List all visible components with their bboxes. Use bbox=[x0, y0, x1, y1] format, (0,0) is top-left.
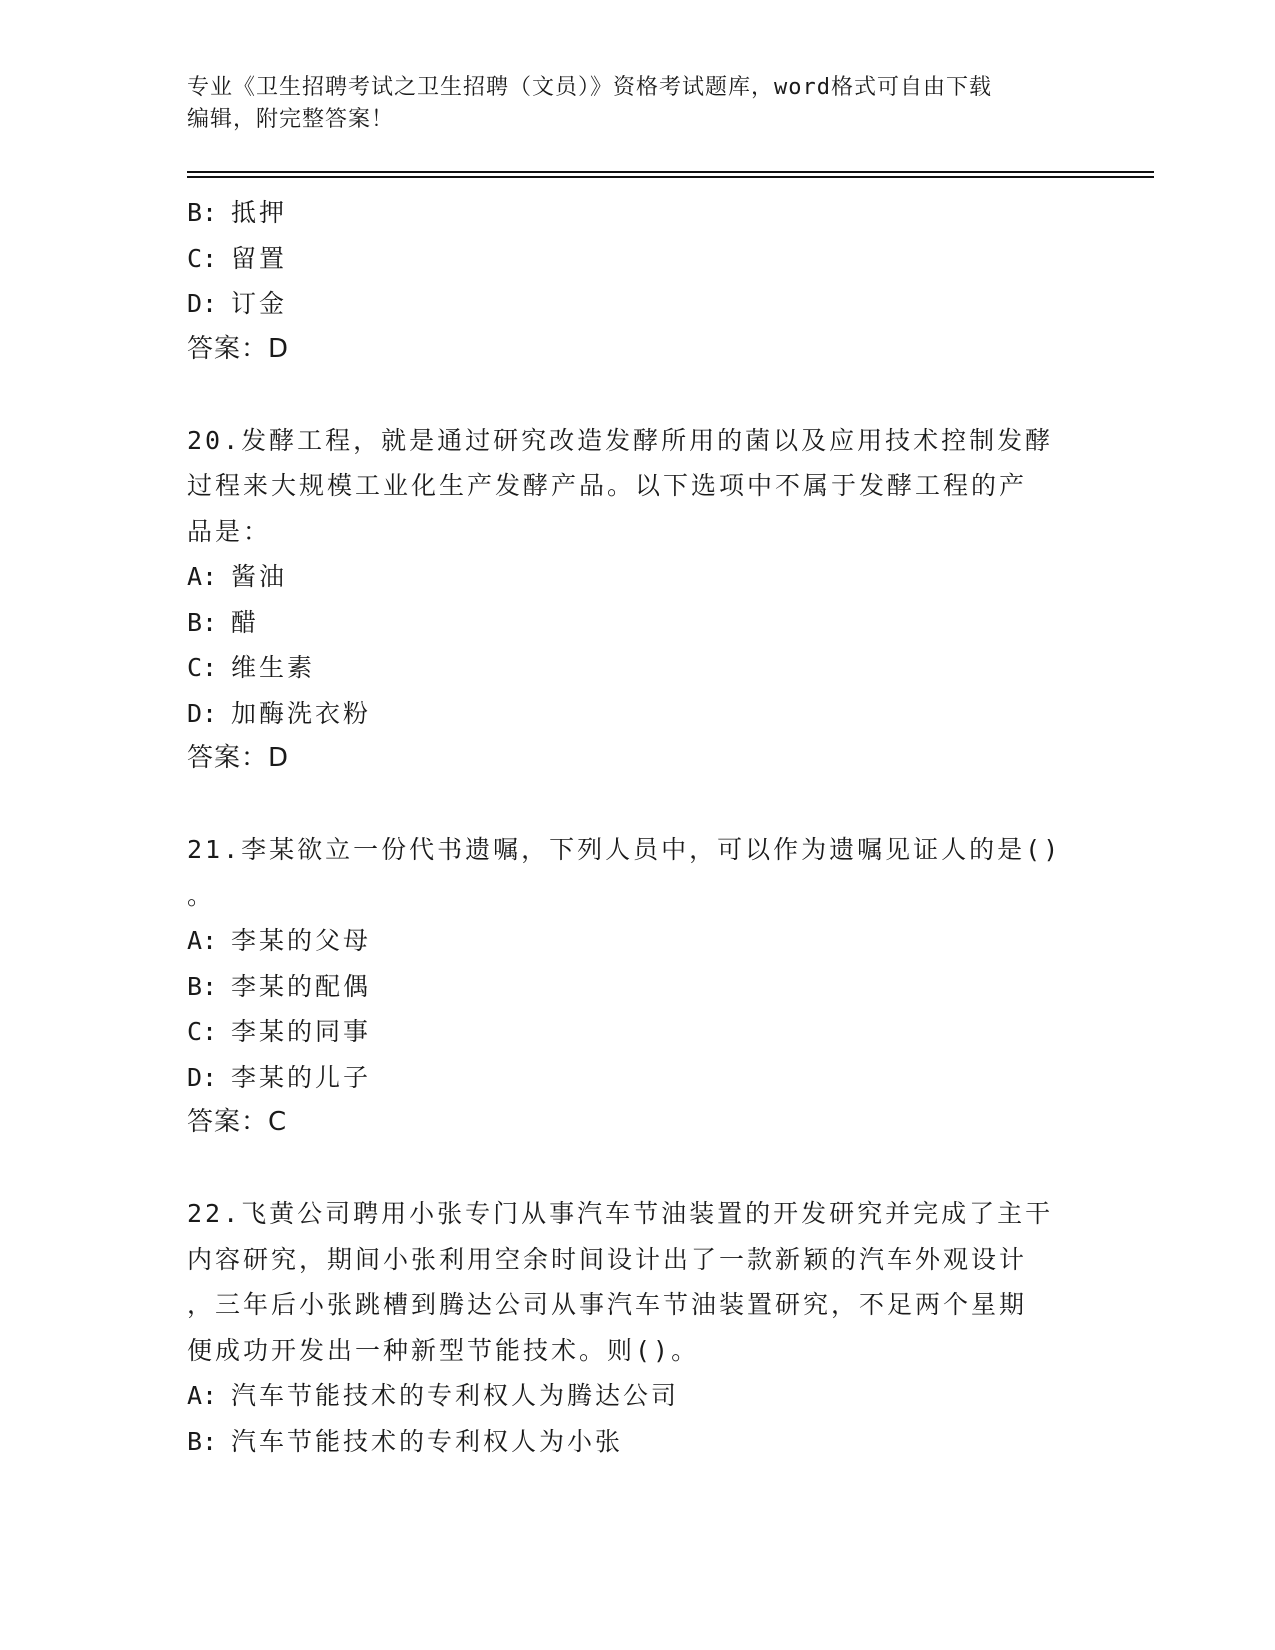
option-a bbox=[187, 918, 1067, 964]
option-label: D: bbox=[187, 1062, 218, 1092]
option-a bbox=[187, 1373, 1067, 1419]
question-text-line: 21.李某欲立一份代书遗嘱，下列人员中，可以作为遗嘱见证人的是() bbox=[187, 835, 1062, 864]
option-text: 李某的父母 bbox=[231, 926, 372, 955]
header-line-2: 编辑，附完整答案！ bbox=[187, 107, 395, 132]
question-text-line: 20.发酵工程，就是通过研究改造发酵所用的菌以及应用技术控制发酵 bbox=[187, 425, 1054, 455]
answer: 答案：D bbox=[187, 743, 290, 773]
option-text: 维生素 bbox=[231, 653, 316, 682]
option-c bbox=[187, 645, 1067, 691]
question-22 bbox=[187, 1191, 1067, 1464]
option-a bbox=[187, 554, 1067, 600]
option-label: C: bbox=[187, 1017, 218, 1046]
option-label: B: bbox=[187, 1426, 218, 1456]
question-21 bbox=[187, 827, 1067, 1146]
option-text: 汽车节能技术的专利权人为小张 bbox=[231, 1426, 624, 1456]
question-20 bbox=[187, 418, 1067, 782]
question-list bbox=[187, 190, 1067, 1464]
spacer bbox=[187, 372, 1067, 418]
option-label: B: bbox=[187, 198, 218, 227]
option-text: 留置 bbox=[231, 243, 288, 273]
option-c bbox=[187, 236, 1067, 282]
option-text: 抵押 bbox=[231, 198, 288, 227]
option-label: A: bbox=[187, 926, 218, 955]
option-text: 汽车节能技术的专利权人为腾达公司 bbox=[231, 1381, 680, 1410]
option-d bbox=[187, 691, 1067, 737]
question-text-line: 品是： bbox=[187, 516, 272, 546]
answer: 答案：C bbox=[187, 1107, 288, 1137]
spacer bbox=[187, 782, 1067, 828]
option-b bbox=[187, 964, 1067, 1010]
question-text-line: 过程来大规模工业化生产发酵产品。以下选项中不属于发酵工程的产 bbox=[187, 471, 1028, 500]
document-header bbox=[187, 72, 1087, 136]
option-b bbox=[187, 190, 1067, 236]
header-rule-bottom bbox=[187, 176, 1154, 178]
option-d bbox=[187, 281, 1067, 327]
option-label: A: bbox=[187, 562, 218, 591]
option-label: D: bbox=[187, 289, 218, 318]
question-19 bbox=[187, 190, 1067, 372]
question-text-line: 22.飞黄公司聘用小张专门从事汽车节油装置的开发研究并完成了主干 bbox=[187, 1199, 1054, 1228]
question-text-line: 。 bbox=[187, 880, 216, 910]
option-label: C: bbox=[187, 243, 218, 273]
option-text: 李某的儿子 bbox=[231, 1062, 372, 1092]
option-label: D: bbox=[187, 698, 218, 728]
option-text: 加酶洗衣粉 bbox=[231, 698, 372, 728]
header-line-1: 专业《卫生招聘考试之卫生招聘（文员）》资格考试题库，word格式可自由下载 bbox=[187, 75, 992, 100]
option-text: 李某的同事 bbox=[231, 1017, 372, 1046]
option-d bbox=[187, 1055, 1067, 1101]
spacer bbox=[187, 1146, 1067, 1192]
option-text: 李某的配偶 bbox=[231, 971, 372, 1001]
option-b bbox=[187, 600, 1067, 646]
question-text-line: 便成功开发出一种新型节能技术。则()。 bbox=[187, 1335, 700, 1365]
option-label: C: bbox=[187, 653, 218, 682]
option-text: 醋 bbox=[231, 607, 260, 637]
answer: 答案：D bbox=[187, 333, 290, 364]
option-c bbox=[187, 1009, 1067, 1055]
option-b bbox=[187, 1419, 1067, 1465]
option-text: 订金 bbox=[231, 289, 288, 318]
option-label: B: bbox=[187, 607, 218, 637]
option-label: A: bbox=[187, 1381, 218, 1410]
header-rule-top bbox=[187, 171, 1154, 173]
option-label: B: bbox=[187, 971, 218, 1001]
question-text-line: ，三年后小张跳槽到腾达公司从事汽车节油装置研究，不足两个星期 bbox=[187, 1290, 1028, 1319]
question-text-line: 内容研究，期间小张利用空余时间设计出了一款新颖的汽车外观设计 bbox=[187, 1244, 1028, 1274]
option-text: 酱油 bbox=[231, 562, 288, 591]
